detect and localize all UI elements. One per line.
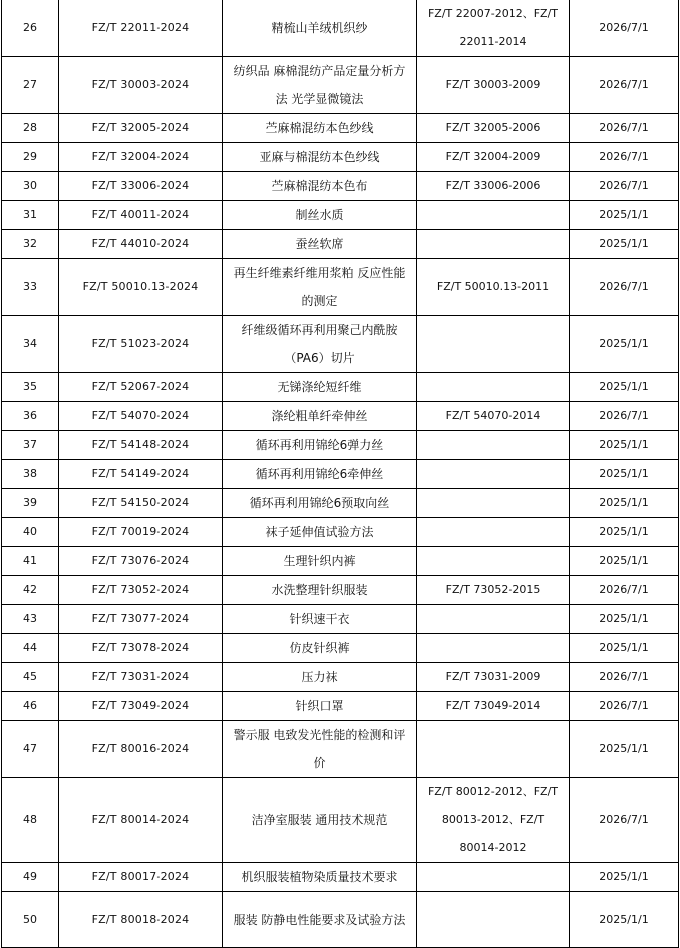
standard-name-cell: 服装 防静电性能要求及试验方法 (223, 892, 417, 948)
standard-code-cell: FZ/T 44010-2024 (59, 230, 223, 259)
effective-date-cell: 2025/1/1 (570, 201, 679, 230)
standard-code-cell: FZ/T 73078-2024 (59, 634, 223, 663)
standard-name-cell: 循环再利用锦纶6牵伸丝 (223, 460, 417, 489)
replaced-standard-cell (417, 863, 570, 892)
replaced-standard-cell: FZ/T 54070-2014 (417, 402, 570, 431)
table-row (2, 172, 679, 201)
standard-name-cell: 无锑涤纶短纤维 (223, 373, 417, 402)
row-number-cell: 43 (2, 605, 59, 634)
row-number-cell: 38 (2, 460, 59, 489)
table-row (2, 634, 679, 663)
standard-name-cell: 纤维级循环再利用聚己内酰胺（PA6）切片 (223, 316, 417, 373)
row-number-cell: 31 (2, 201, 59, 230)
replaced-standard-cell: FZ/T 50010.13-2011 (417, 259, 570, 316)
table-row (2, 373, 679, 402)
table-row (2, 402, 679, 431)
standard-name-cell: 仿皮针织裤 (223, 634, 417, 663)
replaced-standard-cell: FZ/T 22007-2012、FZ/T 22011-2014 (417, 0, 570, 57)
standard-name-cell: 涤纶粗单纤牵伸丝 (223, 402, 417, 431)
standard-name-cell: 精梳山羊绒机织纱 (223, 0, 417, 57)
replaced-standard-cell: FZ/T 73052-2015 (417, 576, 570, 605)
standard-code-cell: FZ/T 73077-2024 (59, 605, 223, 634)
effective-date-cell: 2025/1/1 (570, 431, 679, 460)
row-number-cell: 42 (2, 576, 59, 605)
standard-name-cell: 再生纤维素纤维用浆粕 反应性能的测定 (223, 259, 417, 316)
standard-name-cell: 压力袜 (223, 663, 417, 692)
table-row (2, 230, 679, 259)
replaced-standard-cell (417, 547, 570, 576)
standard-name-cell: 蚕丝软席 (223, 230, 417, 259)
effective-date-cell: 2025/1/1 (570, 373, 679, 402)
effective-date-cell: 2025/1/1 (570, 892, 679, 948)
standard-code-cell: FZ/T 51023-2024 (59, 316, 223, 373)
standard-code-cell: FZ/T 22011-2024 (59, 0, 223, 57)
table-row (2, 201, 679, 230)
replaced-standard-cell (417, 518, 570, 547)
row-number-cell: 37 (2, 431, 59, 460)
standard-name-cell: 针织速干衣 (223, 605, 417, 634)
table-row (2, 863, 679, 892)
standard-code-cell: FZ/T 54150-2024 (59, 489, 223, 518)
standard-code-cell: FZ/T 73052-2024 (59, 576, 223, 605)
effective-date-cell: 2025/1/1 (570, 721, 679, 778)
effective-date-cell: 2026/7/1 (570, 0, 679, 57)
effective-date-cell: 2026/7/1 (570, 259, 679, 316)
replaced-standard-cell: FZ/T 32004-2009 (417, 143, 570, 172)
row-number-cell: 39 (2, 489, 59, 518)
replaced-standard-cell: FZ/T 73031-2009 (417, 663, 570, 692)
row-number-cell: 27 (2, 57, 59, 114)
table-row (2, 663, 679, 692)
standard-code-cell: FZ/T 80017-2024 (59, 863, 223, 892)
replaced-standard-cell: FZ/T 73049-2014 (417, 692, 570, 721)
replaced-standard-cell (417, 634, 570, 663)
standard-name-cell: 纺织品 麻棉混纺产品定量分析方法 光学显微镜法 (223, 57, 417, 114)
standard-name-cell: 生理针织内裤 (223, 547, 417, 576)
effective-date-cell: 2026/7/1 (570, 576, 679, 605)
standard-name-cell: 苎麻棉混纺本色纱线 (223, 114, 417, 143)
row-number-cell: 50 (2, 892, 59, 948)
table-row (2, 692, 679, 721)
standards-table (1, 0, 679, 948)
standard-code-cell: FZ/T 73076-2024 (59, 547, 223, 576)
effective-date-cell: 2026/7/1 (570, 172, 679, 201)
replaced-standard-cell (417, 431, 570, 460)
standard-name-cell: 循环再利用锦纶6预取向丝 (223, 489, 417, 518)
table-row (2, 518, 679, 547)
replaced-standard-cell: FZ/T 32005-2006 (417, 114, 570, 143)
replaced-standard-cell (417, 316, 570, 373)
effective-date-cell: 2025/1/1 (570, 230, 679, 259)
table-row (2, 778, 679, 863)
table-row (2, 576, 679, 605)
row-number-cell: 26 (2, 0, 59, 57)
table-row (2, 489, 679, 518)
standard-name-cell: 循环再利用锦纶6弹力丝 (223, 431, 417, 460)
standards-table-body (2, 0, 679, 948)
effective-date-cell: 2025/1/1 (570, 605, 679, 634)
row-number-cell: 44 (2, 634, 59, 663)
standard-name-cell: 洁净室服装 通用技术规范 (223, 778, 417, 863)
standard-name-cell: 亚麻与棉混纺本色纱线 (223, 143, 417, 172)
replaced-standard-cell (417, 489, 570, 518)
standard-code-cell: FZ/T 80016-2024 (59, 721, 223, 778)
standard-code-cell: FZ/T 40011-2024 (59, 201, 223, 230)
effective-date-cell: 2025/1/1 (570, 518, 679, 547)
replaced-standard-cell (417, 892, 570, 948)
row-number-cell: 34 (2, 316, 59, 373)
row-number-cell: 46 (2, 692, 59, 721)
standard-code-cell: FZ/T 73031-2024 (59, 663, 223, 692)
effective-date-cell: 2025/1/1 (570, 863, 679, 892)
standard-code-cell: FZ/T 32005-2024 (59, 114, 223, 143)
effective-date-cell: 2025/1/1 (570, 316, 679, 373)
replaced-standard-cell (417, 201, 570, 230)
table-row (2, 431, 679, 460)
effective-date-cell: 2026/7/1 (570, 778, 679, 863)
row-number-cell: 45 (2, 663, 59, 692)
replaced-standard-cell (417, 373, 570, 402)
effective-date-cell: 2025/1/1 (570, 460, 679, 489)
standard-code-cell: FZ/T 70019-2024 (59, 518, 223, 547)
standard-code-cell: FZ/T 54149-2024 (59, 460, 223, 489)
replaced-standard-cell (417, 230, 570, 259)
row-number-cell: 36 (2, 402, 59, 431)
row-number-cell: 35 (2, 373, 59, 402)
standard-code-cell: FZ/T 33006-2024 (59, 172, 223, 201)
standard-name-cell: 水洗整理针织服装 (223, 576, 417, 605)
table-row (2, 460, 679, 489)
row-number-cell: 28 (2, 114, 59, 143)
standard-code-cell: FZ/T 32004-2024 (59, 143, 223, 172)
replaced-standard-cell: FZ/T 33006-2006 (417, 172, 570, 201)
row-number-cell: 47 (2, 721, 59, 778)
table-row (2, 114, 679, 143)
standard-code-cell: FZ/T 50010.13-2024 (59, 259, 223, 316)
row-number-cell: 30 (2, 172, 59, 201)
standard-code-cell: FZ/T 54070-2024 (59, 402, 223, 431)
effective-date-cell: 2026/7/1 (570, 663, 679, 692)
table-row (2, 57, 679, 114)
table-row (2, 892, 679, 948)
effective-date-cell: 2025/1/1 (570, 634, 679, 663)
row-number-cell: 49 (2, 863, 59, 892)
standard-name-cell: 袜子延伸值试验方法 (223, 518, 417, 547)
effective-date-cell: 2026/7/1 (570, 402, 679, 431)
table-row (2, 259, 679, 316)
standard-code-cell: FZ/T 73049-2024 (59, 692, 223, 721)
effective-date-cell: 2026/7/1 (570, 143, 679, 172)
standard-code-cell: FZ/T 80014-2024 (59, 778, 223, 863)
standard-code-cell: FZ/T 80018-2024 (59, 892, 223, 948)
standard-name-cell: 制丝水质 (223, 201, 417, 230)
replaced-standard-cell (417, 721, 570, 778)
table-row (2, 721, 679, 778)
standard-name-cell: 针织口罩 (223, 692, 417, 721)
standard-code-cell: FZ/T 52067-2024 (59, 373, 223, 402)
standard-code-cell: FZ/T 30003-2024 (59, 57, 223, 114)
row-number-cell: 33 (2, 259, 59, 316)
standard-name-cell: 苎麻棉混纺本色布 (223, 172, 417, 201)
standard-name-cell: 警示服 电致发光性能的检测和评价 (223, 721, 417, 778)
effective-date-cell: 2026/7/1 (570, 692, 679, 721)
row-number-cell: 41 (2, 547, 59, 576)
effective-date-cell: 2025/1/1 (570, 547, 679, 576)
row-number-cell: 29 (2, 143, 59, 172)
standard-code-cell: FZ/T 54148-2024 (59, 431, 223, 460)
standard-name-cell: 机织服装植物染质量技术要求 (223, 863, 417, 892)
table-row (2, 316, 679, 373)
row-number-cell: 40 (2, 518, 59, 547)
effective-date-cell: 2025/1/1 (570, 489, 679, 518)
table-row (2, 143, 679, 172)
row-number-cell: 48 (2, 778, 59, 863)
row-number-cell: 32 (2, 230, 59, 259)
replaced-standard-cell: FZ/T 30003-2009 (417, 57, 570, 114)
table-row (2, 0, 679, 57)
replaced-standard-cell (417, 605, 570, 634)
effective-date-cell: 2026/7/1 (570, 57, 679, 114)
replaced-standard-cell: FZ/T 80012-2012、FZ/T 80013-2012、FZ/T 80014-2012 (417, 778, 570, 863)
effective-date-cell: 2026/7/1 (570, 114, 679, 143)
table-row (2, 547, 679, 576)
table-row (2, 605, 679, 634)
replaced-standard-cell (417, 460, 570, 489)
